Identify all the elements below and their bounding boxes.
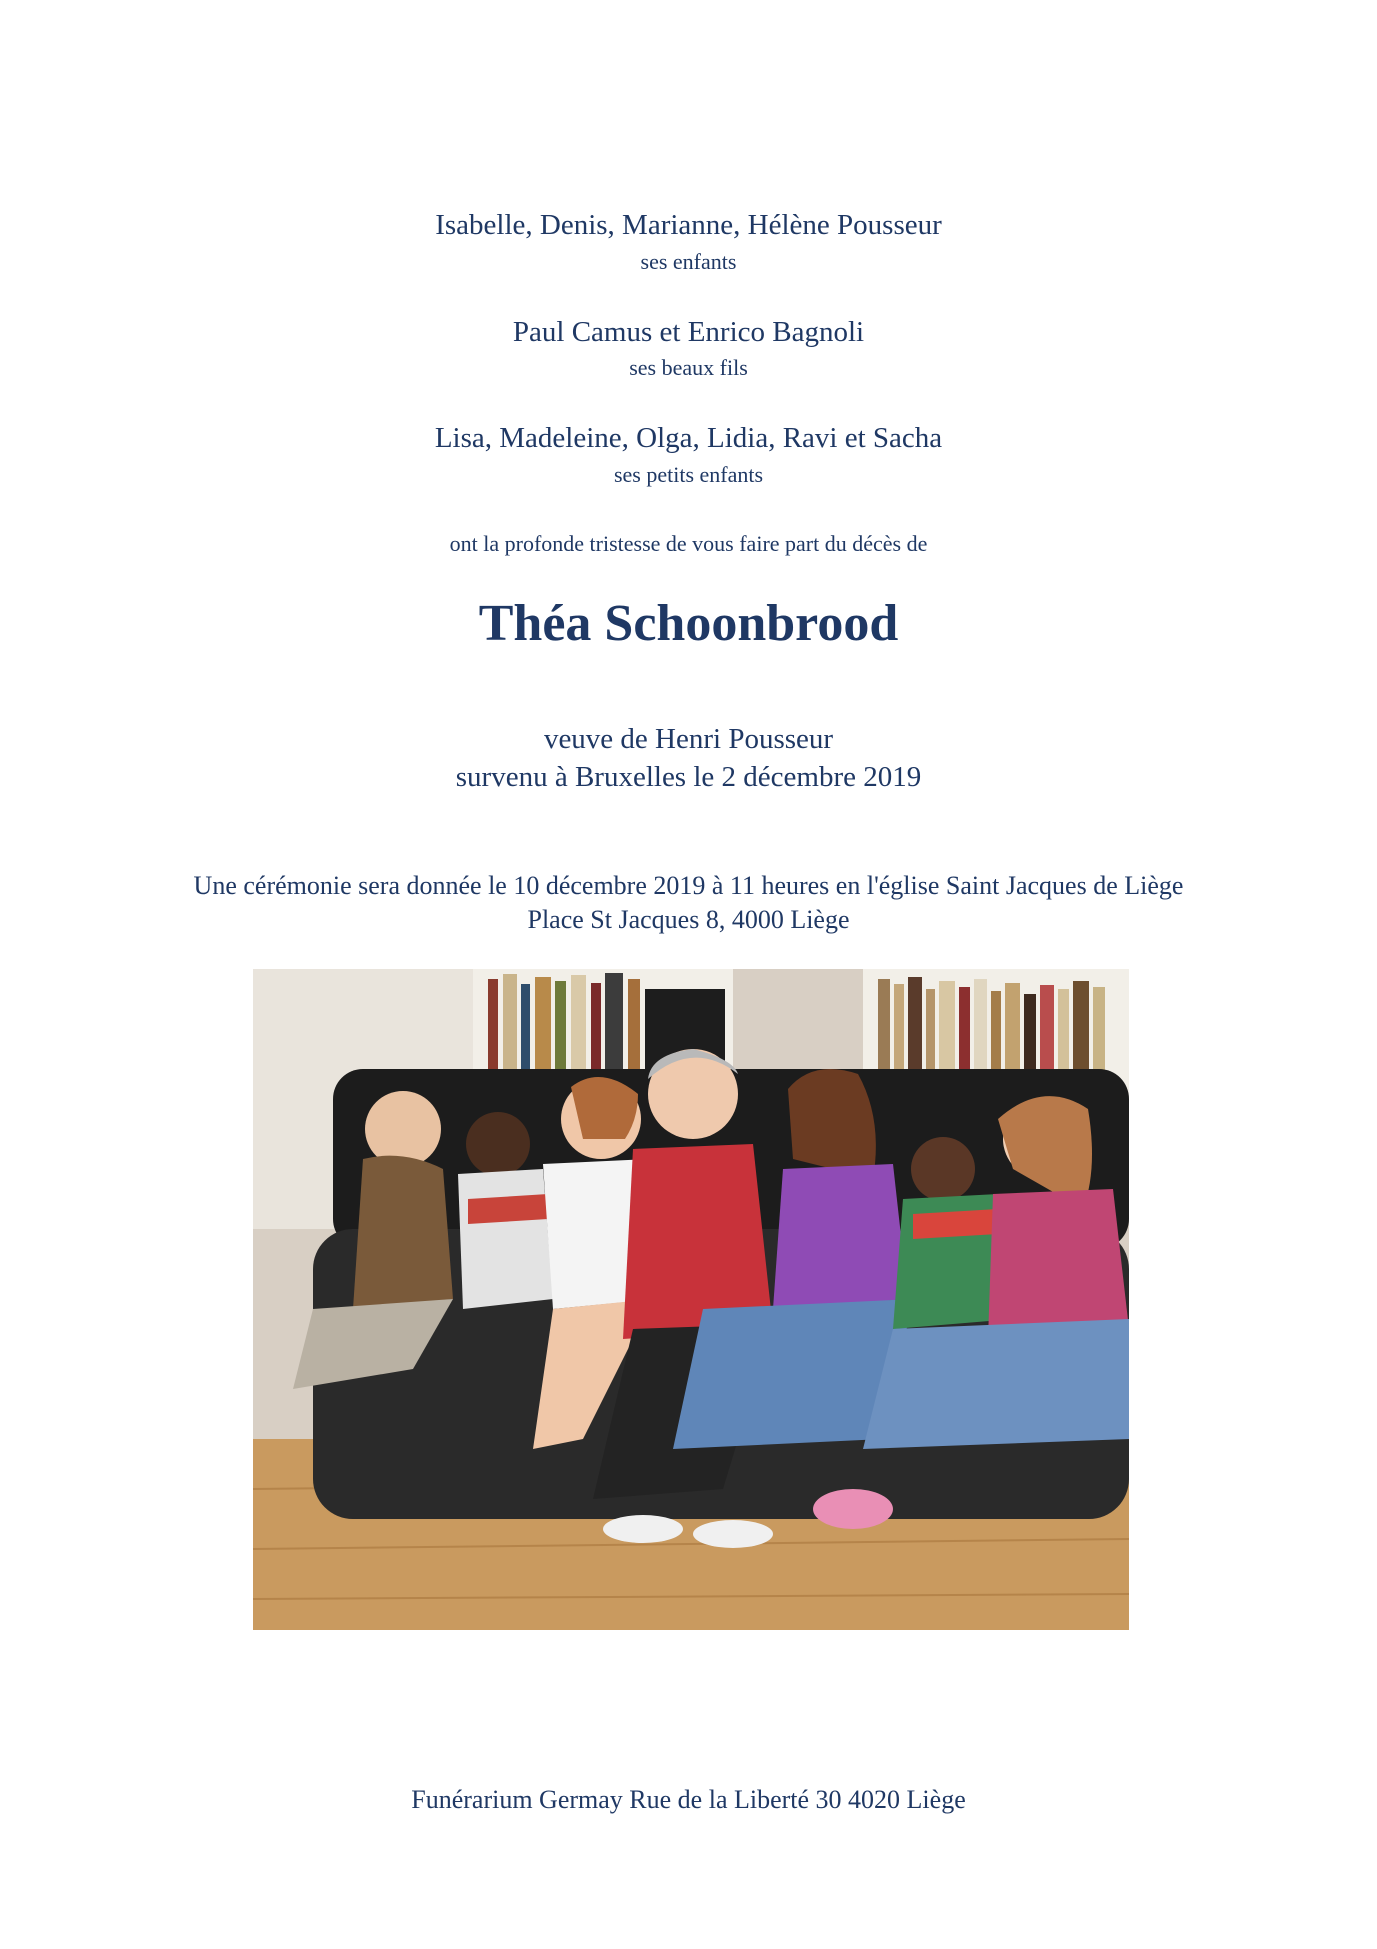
- sons-in-law-names: Paul Camus et Enrico Bagnoli: [512, 316, 865, 348]
- widow-of-text: veuve de Henri Pousseur: [543, 723, 834, 755]
- death-info-text: survenu à Bruxelles le 2 décembre 2019: [455, 761, 922, 793]
- grandchildren-names: Lisa, Madeleine, Olga, Lidia, Ravi et Sacha: [434, 422, 943, 454]
- deceased-name: Théa Schoonbrood: [478, 595, 899, 652]
- announcement-text: ont la profonde tristesse de vous faire part du décès de: [449, 531, 928, 556]
- sons-in-law-relation: ses beaux fils: [629, 355, 748, 380]
- funeral-home-address: Funérarium Germay Rue de la Liberté 30 4020 Liège: [411, 1785, 966, 1814]
- ceremony-address: Place St Jacques 8, 4000 Liège: [527, 905, 850, 934]
- family-photo: [253, 969, 1129, 1630]
- grandchildren-relation: ses petits enfants: [613, 462, 764, 487]
- children-names: Isabelle, Denis, Marianne, Hélène Pousseur: [435, 209, 942, 241]
- family-photo-illustration: [253, 969, 1129, 1630]
- ceremony-line-1: Une cérémonie sera donnée le 10 décembre 2019 à 11 heures en l'église Saint Jacques de Liège: [193, 871, 1184, 900]
- children-relation: ses enfants: [640, 249, 737, 274]
